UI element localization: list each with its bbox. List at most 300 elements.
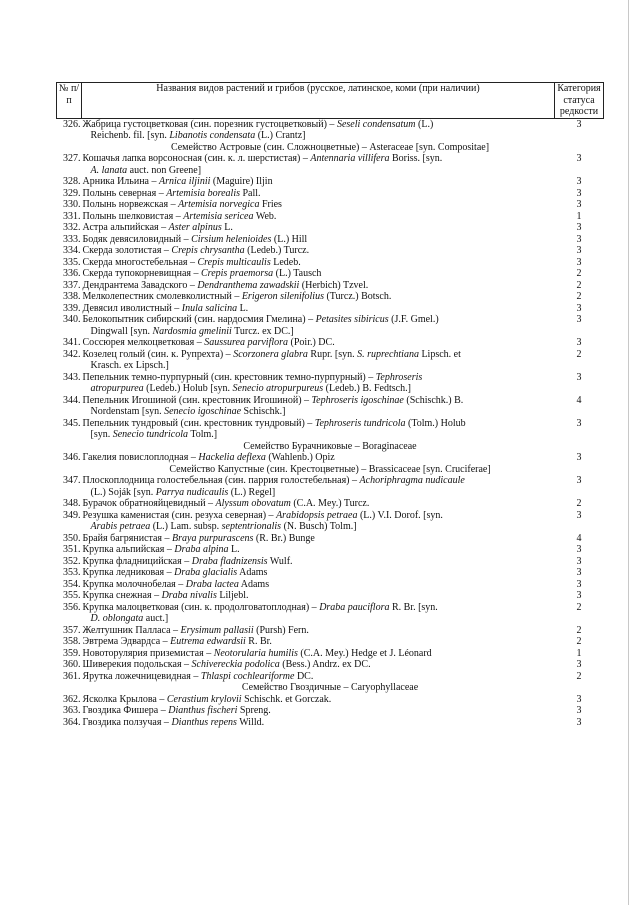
species-row [57, 533, 604, 545]
name-fragment: Соссюрея мелкоцветковая – [82, 337, 205, 348]
species-number: 330. [63, 199, 81, 210]
species-row [57, 291, 604, 303]
latin-name-fragment: Hackelia deflexa [198, 452, 266, 463]
latin-name-fragment: Draba lactea [185, 578, 239, 590]
species-name [82, 533, 555, 545]
rarity-category: 3 [576, 417, 582, 429]
rarity-category: 2 [576, 498, 582, 509]
species-name [82, 153, 555, 176]
species-row [57, 211, 604, 223]
latin-name-fragment: Achoriphragma nudicaule [359, 475, 465, 486]
species-row [57, 257, 604, 269]
species-number: 352. [63, 555, 81, 567]
species-number: 337. [63, 279, 81, 291]
latin-name-fragment: Draba glacialis [174, 567, 238, 578]
rarity-category: 3 [576, 153, 582, 164]
rarity-category: 3 [576, 233, 582, 245]
species-row [57, 303, 604, 315]
species-number: 328. [63, 176, 81, 187]
species-number: 345. [63, 417, 81, 429]
species-name [82, 118, 555, 142]
name-fragment: (Ledeb.) Holub [syn. [143, 383, 233, 394]
rarity-category: 3 [576, 176, 582, 187]
rarity-category: 3 [576, 555, 582, 567]
name-fragment: Pall. [240, 187, 261, 199]
name-fragment: Резушка каменистая (син. резуха северная) – [82, 509, 277, 521]
name-fragment: Крупка молочнобелая – [82, 578, 186, 590]
species-row [57, 153, 604, 176]
species-row [57, 625, 604, 637]
name-fragment: (R. Br.) Bunge [253, 532, 315, 544]
name-fragment: Полынь шелковистая – [82, 210, 184, 222]
species-number: 356. [63, 601, 81, 613]
species-name [82, 498, 555, 510]
name-fragment: Жабрица густоцветковая (син. порезник густоцветковый) – [82, 118, 337, 130]
species-row [57, 349, 604, 372]
name-fragment: Spreng. [237, 705, 271, 716]
family-heading-row [57, 682, 604, 694]
species-number: 346. [63, 452, 81, 463]
family-heading: Семейство Капустные (син. Крестоцветные) – Brassicaceae [syn. Cruciferae] [169, 463, 491, 475]
latin-name-fragment: Arabidopsis petraea [276, 509, 358, 521]
rarity-category: 1 [576, 647, 582, 659]
latin-name-fragment: Draba nivalis [161, 590, 217, 601]
name-fragment: Эвтрема Эдвардса – [82, 636, 171, 647]
species-name [82, 245, 555, 257]
latin-name-fragment: Aster alpinus [168, 222, 222, 233]
species-number: 364. [63, 716, 81, 728]
name-fragment: Ясколка Крылова – [82, 693, 167, 705]
name-fragment: Кошачья лапка ворсоносная (син. к. л. шерстистая) – [82, 153, 311, 164]
latin-name-fragment: Arnica iljinii [158, 176, 211, 187]
species-number: 351. [63, 544, 81, 555]
rarity-category: 3 [576, 452, 582, 463]
species-row [57, 199, 604, 211]
species-row [57, 475, 604, 498]
header-number: № п/п [57, 83, 82, 119]
species-number: 361. [63, 670, 81, 682]
species-name [82, 452, 555, 464]
rarity-category: 3 [576, 659, 582, 670]
name-fragment: [syn. [90, 429, 113, 440]
species-row [57, 280, 604, 292]
latin-name-fragment: Senecio igoschinae [164, 406, 242, 417]
family-heading: Семейство Астровые (син. Сложноцветные) – Asteraceae [syn. Compositae] [170, 141, 490, 153]
species-number: 355. [63, 590, 81, 601]
species-name-continuation [83, 383, 411, 395]
species-name-continuation [83, 326, 294, 338]
name-fragment: Wulf. [267, 555, 293, 567]
name-fragment: Желтушник Палласа – [82, 624, 181, 636]
name-fragment: auct. non Greene] [127, 164, 202, 176]
family-heading-row [57, 441, 604, 453]
rarity-category: 4 [576, 394, 582, 406]
name-fragment: Брайя багрянистая – [82, 532, 173, 544]
name-fragment: Пепельник темно-пурпурный (син. крестовник темно-пурпурный) – [82, 371, 376, 383]
name-fragment: L. [228, 544, 240, 555]
species-name [82, 636, 555, 648]
latin-name-fragment: Artemisia norvegica [178, 199, 260, 210]
latin-name-fragment: Tephroseris tundricola [314, 417, 406, 429]
species-number: 335. [63, 256, 81, 268]
name-fragment: Скерда тупокорневищная – [82, 268, 202, 279]
latin-name-fragment: Crepis multicaulis [197, 256, 271, 268]
rarity-category: 3 [576, 705, 582, 716]
species-number: 326. [63, 118, 81, 130]
rarity-category: 3 [576, 302, 582, 314]
name-fragment: Ledeb. [270, 256, 301, 268]
latin-name-fragment: Draba alpina [174, 544, 229, 555]
name-fragment: (Bess.) Andrz. ex DC. [279, 659, 371, 670]
rarity-category: 3 [576, 544, 582, 555]
name-fragment: (Herbich) Tzvel. [299, 279, 369, 291]
rarity-category: 1 [576, 210, 582, 222]
species-number: 341. [63, 337, 81, 348]
species-name [82, 314, 555, 337]
species-name [82, 556, 555, 568]
name-fragment: L. [221, 222, 233, 233]
scan-edge-line [628, 0, 629, 905]
name-fragment: (L.) V.I. Dorof. [syn. [357, 509, 443, 521]
species-row [57, 372, 604, 395]
species-row [57, 579, 604, 591]
rarity-category: 2 [576, 624, 582, 636]
rarity-category: 3 [576, 245, 582, 256]
name-fragment: (Schischk.) B. [403, 394, 464, 406]
species-number: 359. [63, 647, 81, 659]
name-fragment: Полынь северная – [82, 187, 167, 199]
species-row [57, 717, 604, 729]
name-fragment: Willd. [236, 716, 265, 728]
name-fragment: (J.F. Gmel.) [388, 314, 439, 325]
latin-name-fragment: Dianthus repens [171, 716, 237, 728]
name-fragment: Скерда многостебельная – [82, 256, 198, 268]
name-fragment: (L.) Lam. subsp. [150, 521, 222, 532]
rarity-category: 2 [576, 291, 582, 302]
species-row [57, 567, 604, 579]
name-fragment: Крупка снежная – [82, 590, 162, 601]
name-fragment: Астра альпийская – [82, 222, 169, 233]
name-fragment: (L.) Crantz] [255, 130, 306, 141]
species-name [82, 590, 555, 602]
species-number: 353. [63, 567, 81, 578]
rarity-category: 3 [576, 371, 582, 383]
species-number: 333. [63, 233, 81, 245]
species-row [57, 337, 604, 349]
species-name [82, 199, 555, 211]
name-fragment: Дендрантема Завадского – [82, 279, 198, 291]
species-number: 363. [63, 705, 81, 716]
name-fragment: Гвоздика ползучая – [82, 716, 172, 728]
species-name [82, 659, 555, 671]
species-row [57, 245, 604, 257]
latin-name-fragment: Thlaspi cochleariforme [200, 670, 295, 682]
latin-name-fragment: Braya purpurascens [172, 532, 254, 544]
species-name-continuation [83, 521, 357, 533]
name-fragment: R. Br. [syn. [389, 601, 438, 613]
species-number: 358. [63, 636, 81, 647]
rarity-category: 2 [576, 636, 582, 647]
name-fragment: Скерда золотистая – [82, 245, 172, 256]
species-number: 354. [63, 578, 81, 590]
latin-name-fragment: Saussurea parviflora [204, 337, 289, 348]
name-fragment: Boriss. [syn. [389, 153, 443, 164]
name-fragment: Tolm.] [188, 429, 218, 440]
rarity-category: 4 [576, 532, 582, 544]
latin-name-fragment: Artemisia sericea [183, 210, 254, 222]
latin-name-fragment: Erigeron silenifolius [241, 291, 324, 302]
species-row [57, 544, 604, 556]
species-name [82, 510, 555, 533]
species-number: 332. [63, 222, 81, 233]
name-fragment: Белокопытник сибирский (син. нардосмия Гмелина) – [82, 314, 316, 325]
species-row [57, 395, 604, 418]
latin-name-fragment: Petasites sibiricus [315, 314, 389, 325]
name-fragment: Мелколепестник смолевколистный – [82, 291, 242, 302]
species-row [57, 234, 604, 246]
latin-name-fragment: Senecio atropurpureus [232, 383, 324, 394]
latin-name-fragment: Draba fladnizensis [191, 555, 268, 567]
family-heading: Семейство Гвоздичные – Caryophyllaceae [241, 682, 419, 693]
rarity-category: 3 [576, 578, 582, 590]
species-row [57, 636, 604, 648]
name-fragment: Fries [259, 199, 282, 210]
rarity-category: 3 [576, 118, 582, 130]
species-row [57, 510, 604, 533]
name-fragment: Новоторулярия приземистая – [82, 647, 214, 659]
rarity-category: 3 [576, 256, 582, 268]
name-fragment: (C.A. Mey.) Hedge et J. Léonard [297, 647, 432, 659]
latin-name-fragment: Tephroseris igoschinae [311, 394, 404, 406]
species-name [82, 372, 555, 395]
species-number: 338. [63, 291, 81, 302]
rarity-category: 3 [576, 222, 582, 233]
species-row [57, 602, 604, 625]
rarity-category: 3 [576, 475, 582, 486]
species-name [82, 222, 555, 234]
latin-name-fragment: Tephroseris [375, 371, 423, 383]
species-number: 336. [63, 268, 81, 279]
species-name-continuation [83, 487, 276, 499]
species-row [57, 556, 604, 568]
species-number: 350. [63, 532, 81, 544]
name-fragment: Гвоздика Фишера – [82, 705, 169, 716]
rarity-category: 3 [576, 187, 582, 199]
species-name [82, 395, 555, 418]
latin-name-fragment: Dianthus fischeri [168, 705, 238, 716]
species-row [57, 418, 604, 441]
species-row [57, 118, 604, 142]
species-row [57, 268, 604, 280]
species-number: 327. [63, 153, 81, 164]
table-body [57, 118, 604, 728]
name-fragment: Ярутка ложечницевидная – [82, 670, 201, 682]
name-fragment: Krasch. ex Lipsch.] [90, 360, 169, 371]
species-row [57, 452, 604, 464]
species-name-continuation [83, 360, 169, 372]
name-fragment: (Tolm.) Holub [405, 417, 466, 429]
latin-name-fragment: Schivereckia podolica [191, 659, 280, 670]
header-category: Категория статуса редкости [555, 83, 604, 119]
species-row [57, 188, 604, 200]
species-name [82, 625, 555, 637]
species-name [82, 234, 555, 246]
latin-name-fragment: Crepis praemorsa [201, 268, 274, 279]
name-fragment: (Turcz.) Botsch. [323, 291, 392, 302]
latin-name-fragment: Libanotis condensata [169, 130, 256, 141]
name-fragment: Арника Ильина – [82, 176, 159, 187]
latin-name-fragment: Dendranthema zawadskii [197, 279, 300, 291]
name-fragment: (C.A. Mey.) Turcz. [290, 498, 370, 509]
name-fragment: Плоскоплодница голостебельная (син. паррия голостебельная) – [82, 475, 360, 486]
latin-name-fragment: Alyssum obovatum [215, 498, 291, 509]
species-name-continuation [83, 613, 169, 625]
species-name [82, 211, 555, 223]
name-fragment: Adams [237, 567, 268, 578]
species-name [82, 694, 555, 706]
latin-name-fragment: D. oblongata [90, 613, 144, 624]
species-name-continuation [83, 406, 286, 418]
rarity-category: 3 [576, 314, 582, 325]
species-name [82, 337, 555, 349]
latin-name-fragment: Neotorularia humilis [213, 647, 298, 659]
name-fragment: (Pursh) Fern. [253, 624, 309, 636]
name-fragment: Крупка фладницийская – [82, 555, 192, 567]
species-row [57, 314, 604, 337]
family-heading: Семейство Бурачниковые – Boraginaceae [243, 440, 417, 452]
species-name-continuation [83, 130, 306, 142]
species-number: 347. [63, 475, 81, 486]
species-name [82, 280, 555, 292]
name-fragment: Девясил иволистный – [82, 302, 182, 314]
rarity-category: 3 [576, 716, 582, 728]
latin-name-fragment: Crepis chrysantha [171, 245, 245, 256]
species-name [82, 705, 555, 717]
species-number: 348. [63, 498, 81, 509]
name-fragment: Adams [238, 578, 270, 590]
species-name [82, 188, 555, 200]
species-name [82, 648, 555, 660]
name-fragment: Turcz. ex DC.] [231, 325, 294, 337]
name-fragment: (Poir.) DC. [288, 337, 335, 348]
latin-name-fragment: Parrya nudicaulis [155, 486, 229, 498]
latin-name-fragment: Antennaria villifera [310, 153, 390, 164]
species-name [82, 475, 555, 498]
name-fragment: Крупка малоцветковая (син. к. продолговатоплодная) – [82, 601, 320, 613]
name-fragment: (L.) [415, 118, 434, 130]
name-fragment: (Ledeb.) B. Fedtsch.] [323, 383, 411, 394]
name-fragment: Rupr. [syn. [307, 348, 358, 360]
family-heading-row [57, 142, 604, 154]
species-row [57, 498, 604, 510]
species-name [82, 349, 555, 372]
species-number: 343. [63, 371, 81, 383]
name-fragment: Lipsch. et [418, 348, 461, 360]
species-row [57, 222, 604, 234]
latin-name-fragment: Nardosmia gmelinii [152, 325, 232, 337]
name-fragment: Schischk.] [241, 406, 286, 417]
name-fragment: Dingwall [syn. [90, 325, 153, 337]
name-fragment: (L.) Soják [syn. [90, 486, 156, 498]
latin-name-fragment: Eutrema edwardsii [170, 636, 246, 647]
name-fragment: Web. [253, 210, 277, 222]
latin-name-fragment: Scorzonera glabra [233, 348, 308, 360]
species-row [57, 590, 604, 602]
latin-name-fragment: A. lanata [90, 164, 128, 176]
name-fragment: Nordenstam [syn. [90, 406, 165, 417]
rarity-category: 2 [576, 268, 582, 279]
species-number: 340. [63, 314, 81, 325]
name-fragment: (Ledeb.) Turcz. [244, 245, 310, 256]
species-name-continuation [83, 165, 202, 177]
rarity-category: 3 [576, 509, 582, 521]
rarity-category: 3 [576, 337, 582, 348]
rarity-category: 3 [576, 567, 582, 578]
species-number: 362. [63, 693, 81, 705]
name-fragment: Бодяк девясиловидный – [82, 233, 192, 245]
table-header-row [57, 83, 604, 119]
name-fragment: Schischk. et Gorczak. [241, 693, 332, 705]
latin-name-fragment: Draba pauciflora [319, 601, 390, 613]
species-name [82, 579, 555, 591]
name-fragment: Гакелия повислоплодная – [82, 452, 199, 463]
latin-name-fragment: Artemisia borealis [166, 187, 240, 199]
rarity-category: 3 [576, 693, 582, 705]
species-row [57, 648, 604, 660]
species-name [82, 717, 555, 729]
name-fragment: (Wahlenb.) Opiz [265, 452, 335, 463]
name-fragment: (Maguire) Iljin [210, 176, 273, 187]
species-name [82, 567, 555, 579]
latin-name-fragment: Cerastium krylovii [166, 693, 242, 705]
species-number: 339. [63, 302, 81, 314]
species-name [82, 602, 555, 625]
name-fragment: auct.] [143, 613, 169, 624]
name-fragment: DC. [294, 670, 314, 682]
species-row [57, 176, 604, 188]
species-name [82, 303, 555, 315]
species-row [57, 694, 604, 706]
rarity-category: 3 [576, 199, 582, 210]
species-name [82, 544, 555, 556]
name-fragment: Пепельник тундровый (син. крестовник тундровый) – [82, 417, 315, 429]
species-number: 357. [63, 624, 81, 636]
name-fragment: Крупка альпийская – [82, 544, 175, 555]
name-fragment: Reichenb. fil. [syn. [90, 130, 170, 141]
species-number: 329. [63, 187, 81, 199]
name-fragment: Козелец голый (син. к. Рупрехта) – [82, 348, 234, 360]
rarity-category: 3 [576, 590, 582, 601]
latin-name-fragment: Erysimum pallasii [180, 624, 254, 636]
rarity-category: 2 [576, 348, 582, 360]
species-number: 349. [63, 509, 81, 521]
species-name [82, 291, 555, 303]
rarity-category: 2 [576, 670, 582, 682]
species-row [57, 671, 604, 683]
species-number: 331. [63, 210, 81, 222]
name-fragment: Полынь норвежская – [82, 199, 179, 210]
name-fragment: L. [237, 302, 249, 314]
name-fragment: Пепельник Игошиной (син. крестовник Игошиной) – [82, 394, 312, 406]
name-fragment: Шиверекия подольская – [82, 659, 192, 670]
red-book-species-table [56, 82, 604, 728]
latin-name-fragment: Seseli condensatum [336, 118, 416, 130]
name-fragment: Крупка ледниковая – [82, 567, 175, 578]
name-fragment: (N. Busch) Tolm.] [281, 521, 357, 532]
name-fragment: (L.) Regel] [228, 486, 276, 498]
species-name [82, 176, 555, 188]
latin-name-fragment: Senecio tundricola [112, 429, 188, 440]
